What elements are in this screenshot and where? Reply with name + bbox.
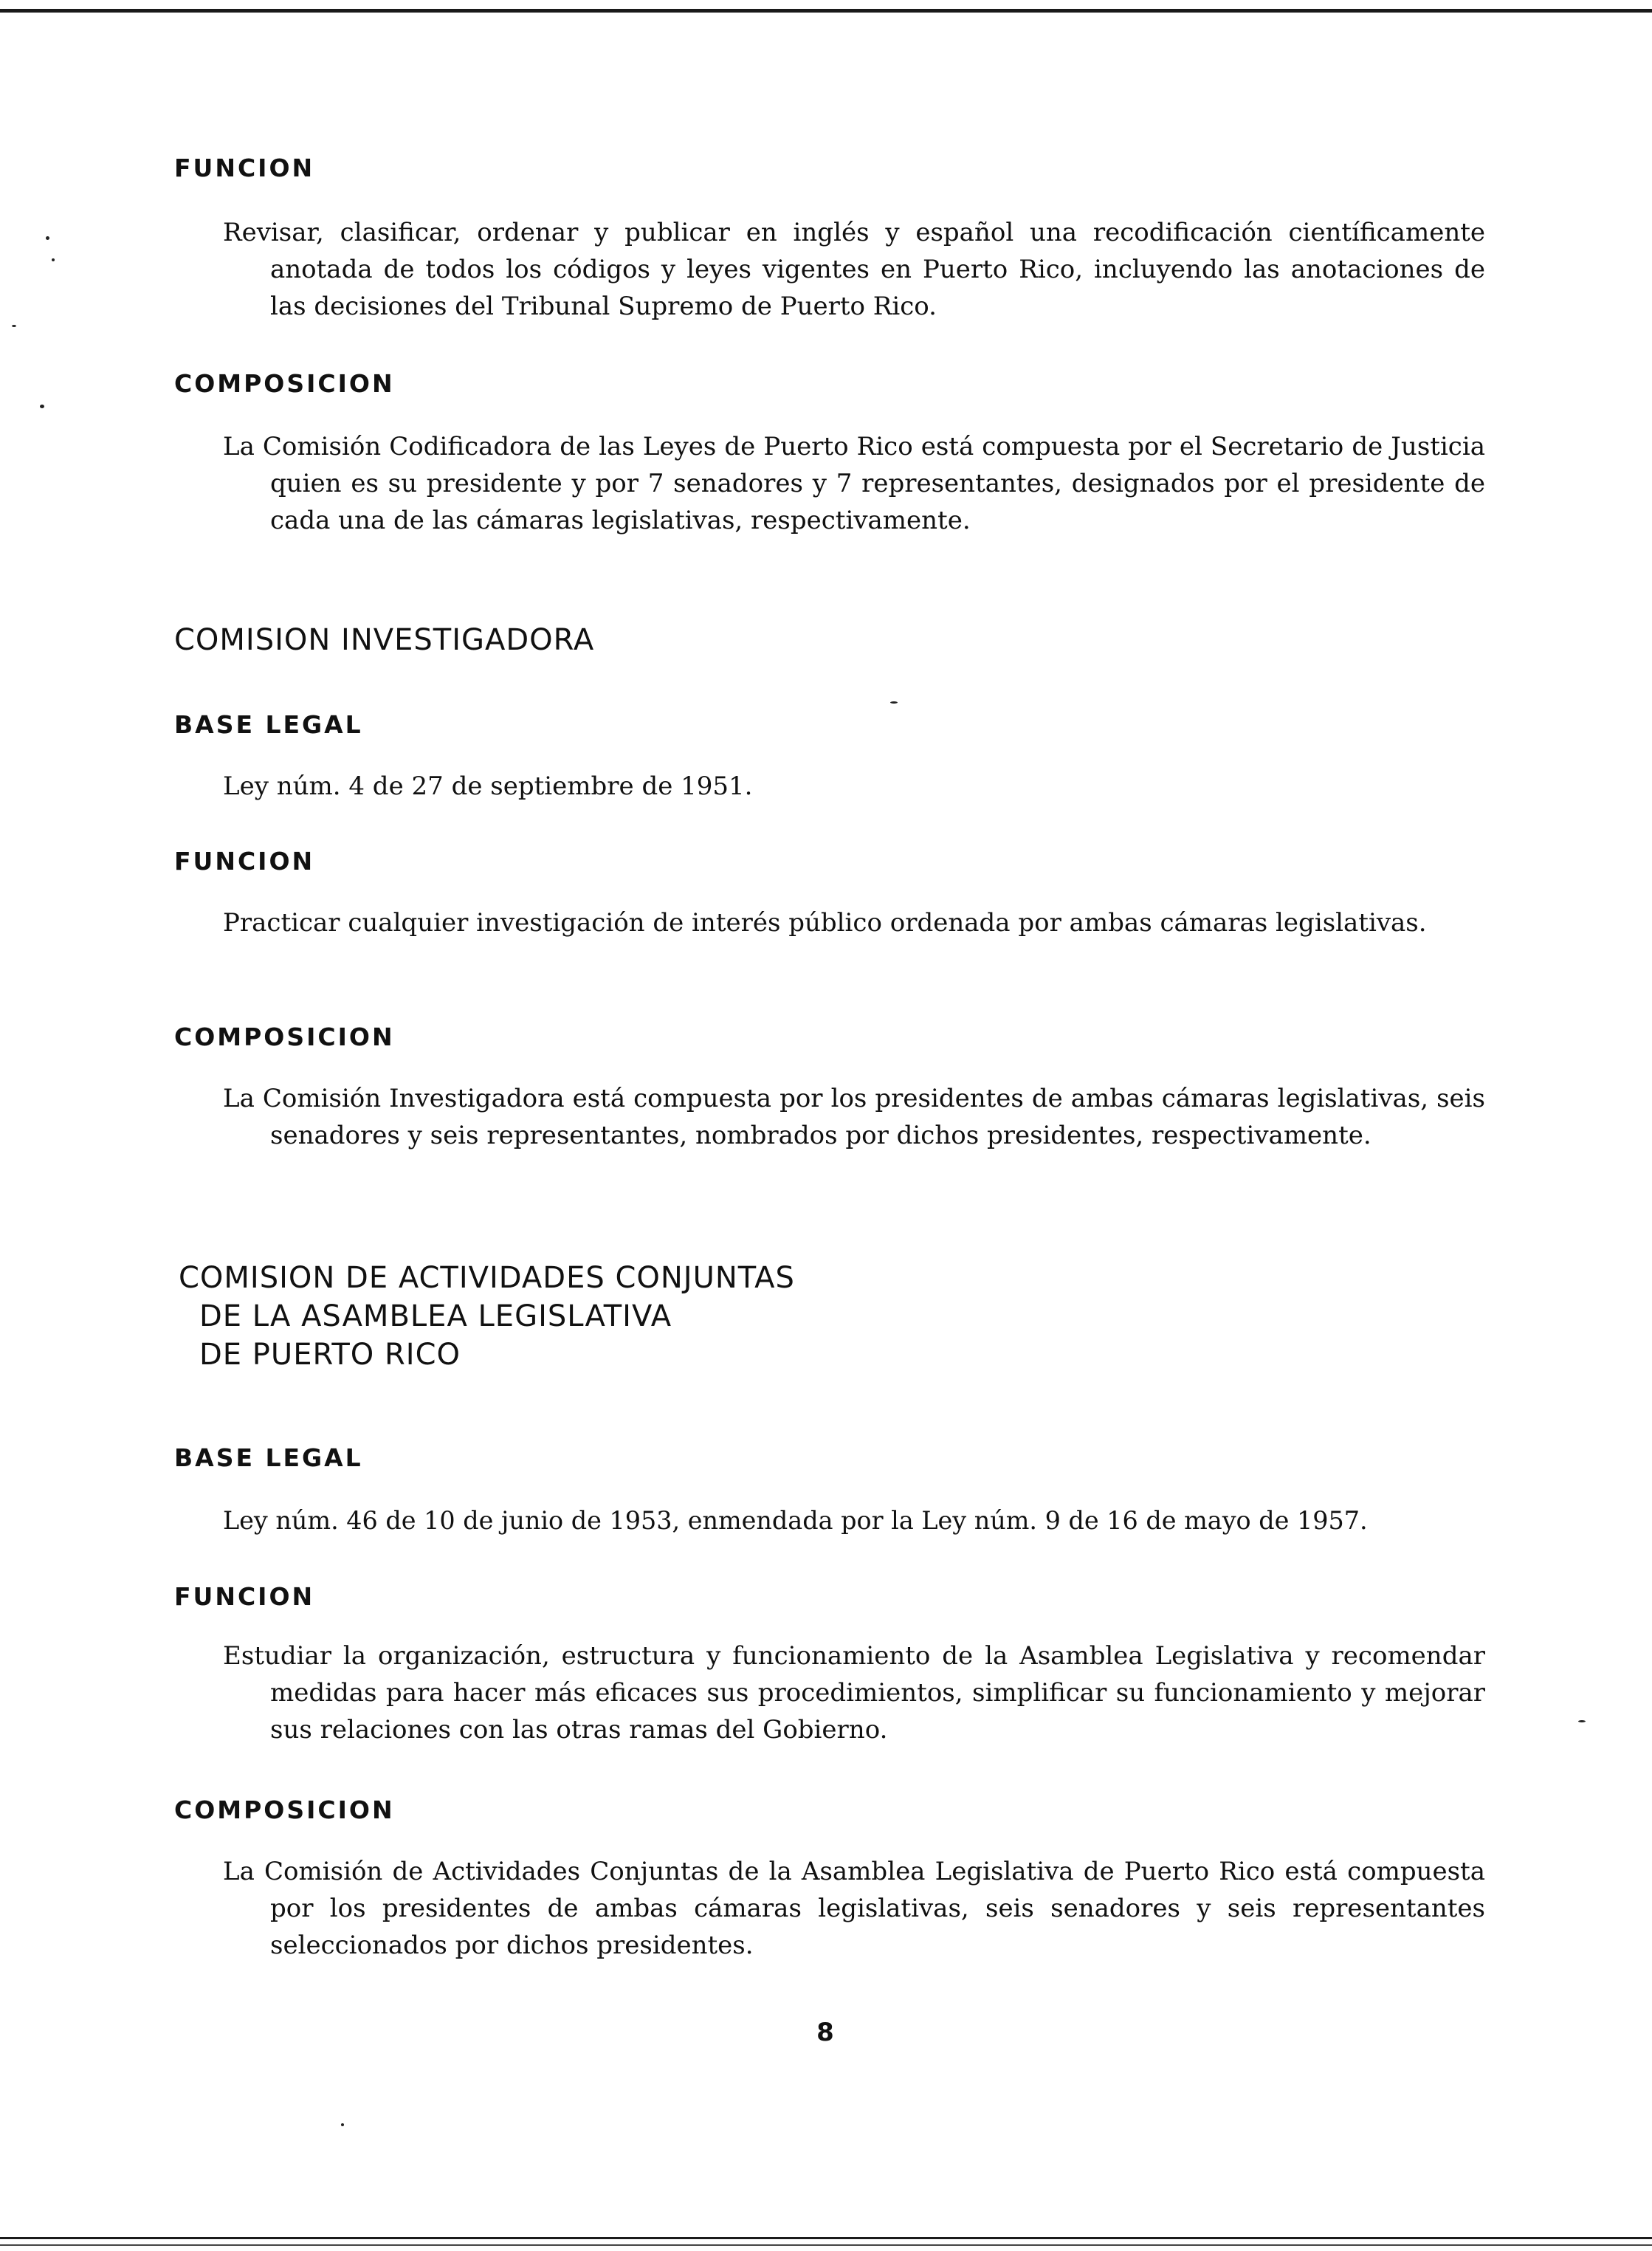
base-legal-text-2: Ley núm. 4 de 27 de septiembre de 1951. [223,771,753,801]
scan-speck [1578,1720,1586,1722]
scan-speck [40,405,44,408]
bottom-border-rule-secondary [0,2244,1652,2246]
funcion-text-1 [223,214,1485,325]
funcion-text-1-body: Revisar, clasificar, ordenar y publicar en inglés y español una recodificación científicamente anotada de todos los códigos y leyes vigentes en Puerto Rico, incluyendo las anotaciones de las decisiones del Tribunal Supremo de Puerto Rico. [223,218,1485,321]
funcion-text-2-body: Practicar cualquier investigación de interés público ordenada por ambas cámaras legislativas. [223,908,1427,938]
scan-speck [46,236,49,240]
composicion-text-1 [223,428,1485,539]
bottom-border-rule [0,2237,1652,2239]
section-title-line-1: COMISION DE ACTIVIDADES CONJUNTAS [179,1261,795,1295]
composicion-text-2 [223,1080,1485,1154]
base-legal-label-3: BASE LEGAL [174,1443,363,1472]
funcion-label-1: FUNCION [174,154,315,182]
composicion-text-1-body: La Comisión Codificadora de las Leyes de Puerto Rico está compuesta por el Secretario de Justicia quien es su presidente y por 7 senadores y 7 representantes, designados por el presidente de cada una de las cámaras legislativas, respectivamente. [223,432,1485,535]
composicion-text-3-body: La Comisión de Actividades Conjuntas de la Asamblea Legislativa de Puerto Rico está compuesta por los presidentes de ambas cámaras legislativas, seis senadores y seis representantes seleccionados por dichos presidentes. [223,1857,1485,1960]
top-border-rule [0,9,1652,13]
funcion-label-3: FUNCION [174,1582,315,1611]
base-legal-label-2: BASE LEGAL [174,710,363,739]
scan-speck [12,325,16,327]
composicion-text-3 [223,1853,1485,1964]
scan-speck [341,2123,344,2126]
composicion-text-2-body: La Comisión Investigadora está compuesta por los presidentes de ambas cámaras legislativas, seis senadores y seis representantes, nombrados por dichos presidentes, respectivamente. [223,1084,1485,1150]
base-legal-text-3: Ley núm. 46 de 10 de junio de 1953, enmendada por la Ley núm. 9 de 16 de mayo de 1957. [223,1506,1368,1535]
page-number: 8 [816,2018,834,2047]
composicion-label-2: COMPOSICION [174,1023,395,1051]
section-title-line-3: DE PUERTO RICO [199,1338,461,1372]
composicion-label-1: COMPOSICION [174,369,395,398]
composicion-label-3: COMPOSICION [174,1795,395,1824]
scan-speck [52,258,55,261]
funcion-label-2: FUNCION [174,847,315,876]
section-title-line-2: DE LA ASAMBLEA LEGISLATIVA [199,1299,672,1333]
section-title-comision-investigadora: COMISION INVESTIGADORA [174,623,595,657]
funcion-text-2 [223,904,1485,941]
scan-speck [890,701,898,704]
funcion-text-3-body: Estudiar la organización, estructura y funcionamiento de la Asamblea Legislativa y recomendar medidas para hacer más eficaces sus procedimientos, simplificar su funcionamiento y mejorar sus relaciones con las otras ramas del Gobierno. [223,1641,1485,1745]
funcion-text-3 [223,1637,1485,1748]
